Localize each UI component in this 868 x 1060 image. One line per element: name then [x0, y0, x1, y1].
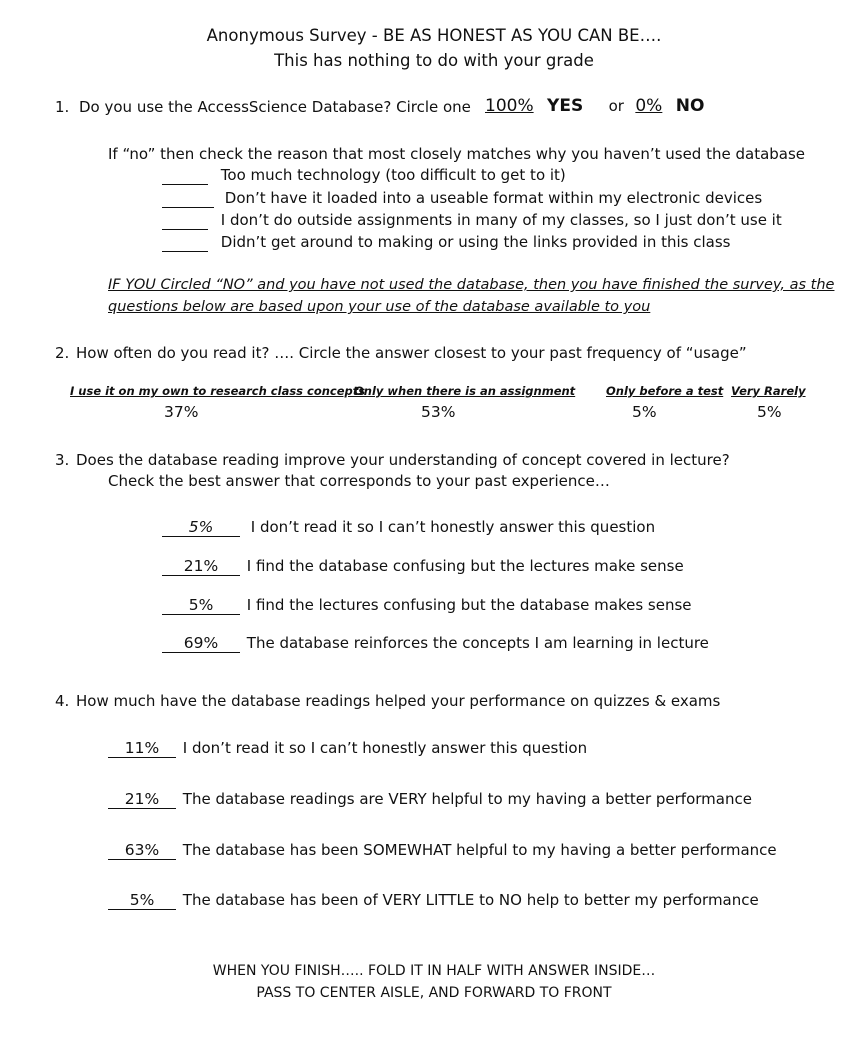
if-no-instruction: If “no” then check the reason that most closely matches why you haven’t used the database [108, 145, 806, 163]
answer-percent: 63% [108, 841, 176, 860]
question-1-number: 1. [55, 98, 70, 116]
reason-row [162, 189, 762, 208]
question-3-number: 3. [55, 451, 70, 469]
answer-text: The database has been of VERY LITTLE to NO help to better my performance [182, 891, 759, 909]
answer-percent: 5% [162, 596, 240, 615]
frequency-option-percent: 5% [757, 403, 782, 421]
reason-text: Don’t have it loaded into a useable format within my electronic devices [224, 189, 763, 207]
frequency-option-label: I use it on my own to research class concepts [70, 384, 366, 398]
skip-note-line-1: IF YOU Circled “NO” and you have not used the database, then you have finished the survey, as the [108, 277, 835, 293]
q4-answer-row [108, 841, 777, 860]
q3-answer-row [162, 557, 684, 576]
or-label: or [608, 97, 624, 115]
question-4-number: 4. [55, 692, 70, 710]
no-label: NO [675, 96, 705, 116]
answer-percent: 5% [108, 891, 176, 910]
reason-text: Didn’t get around to making or using the links provided in this class [220, 233, 731, 251]
question-3-text: Does the database reading improve your understanding of concept covered in lecture? [76, 451, 730, 469]
frequency-option-label: Only before a test [606, 384, 724, 398]
q4-answer-row [108, 891, 759, 910]
q3-answer-row [162, 518, 655, 537]
reason-blank [162, 189, 214, 208]
reason-text: I don’t do outside assignments in many of my classes, so I just don’t use it [220, 211, 782, 229]
answer-percent: 69% [162, 634, 240, 653]
frequency-option-percent: 53% [421, 403, 456, 421]
frequency-option-percent: 37% [164, 403, 199, 421]
question-2-number: 2. [55, 344, 70, 362]
answer-percent: 5% [162, 518, 240, 537]
no-percentage: 0% [635, 96, 663, 116]
skip-note-line-2: questions below are based upon your use of the database available to you [108, 299, 651, 315]
survey-title: Anonymous Survey - BE AS HONEST AS YOU CAN BE…. [206, 26, 662, 45]
q4-answer-row [108, 790, 752, 809]
frequency-option-label: Only when there is an assignment [354, 384, 576, 398]
reason-blank [162, 166, 208, 185]
answer-text: I don’t read it so I can’t honestly answer this question [182, 739, 588, 757]
frequency-option-percent: 5% [632, 403, 657, 421]
reason-row [162, 233, 730, 252]
question-4-text: How much have the database readings helped your performance on quizzes & exams [76, 692, 721, 710]
reason-blank [162, 211, 208, 230]
q3-answer-row [162, 596, 692, 615]
answer-text: The database has been SOMEWHAT helpful to my having a better performance [182, 841, 777, 859]
yes-percentage: 100% [485, 96, 534, 116]
footer-instruction-1: WHEN YOU FINISH….. FOLD IT IN HALF WITH ANSWER INSIDE… [212, 963, 656, 979]
question-1-yes-answer [485, 96, 704, 116]
answer-text: I don’t read it so I can’t honestly answer this question [250, 518, 656, 536]
answer-percent: 11% [108, 739, 176, 758]
question-3-subtext: Check the best answer that corresponds to your past experience… [108, 472, 610, 490]
answer-text: I find the lectures confusing but the database makes sense [246, 596, 692, 614]
question-1-text: Do you use the AccessScience Database? Circle one [79, 98, 471, 116]
reason-blank [162, 233, 208, 252]
reason-row [162, 211, 782, 230]
survey-subtitle: This has nothing to do with your grade [274, 51, 594, 70]
answer-percent: 21% [162, 557, 240, 576]
answer-text: I find the database confusing but the lectures make sense [246, 557, 684, 575]
frequency-option-label: Very Rarely [731, 384, 806, 398]
reason-row [162, 166, 566, 185]
q4-answer-row [108, 739, 587, 758]
reason-text: Too much technology (too difficult to get to it) [220, 166, 566, 184]
footer-instruction-2: PASS TO CENTER AISLE, AND FORWARD TO FRONT [256, 985, 612, 1001]
question-2-text: How often do you read it? …. Circle the answer closest to your past frequency of “usage” [76, 344, 747, 362]
answer-text: The database reinforces the concepts I am learning in lecture [246, 634, 709, 652]
answer-text: The database readings are VERY helpful to my having a better performance [182, 790, 752, 808]
q3-answer-row [162, 634, 709, 653]
answer-percent: 21% [108, 790, 176, 809]
yes-label: YES [547, 96, 584, 116]
